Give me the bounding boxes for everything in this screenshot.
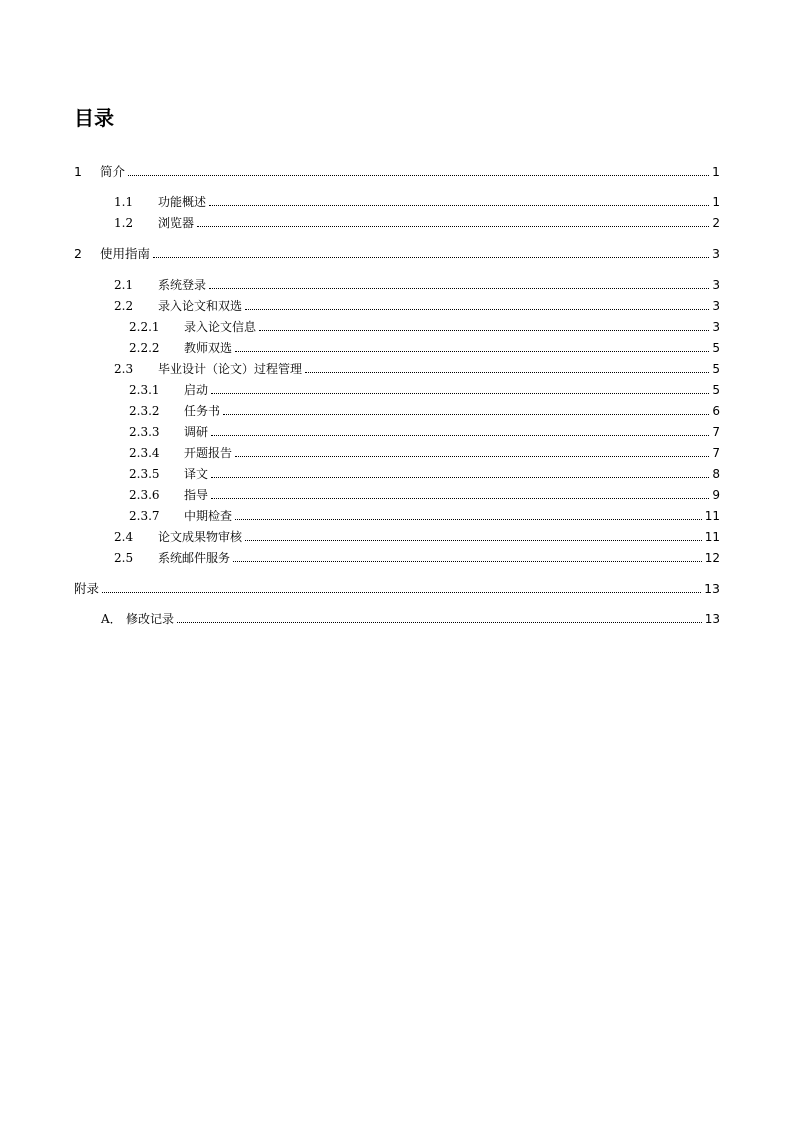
toc-entry-text: 系统登录 bbox=[158, 278, 207, 292]
toc-entry-number: 2.2 bbox=[114, 299, 134, 313]
toc-entry-number: 2.3.4 bbox=[129, 446, 160, 460]
toc-entry-page: 13 bbox=[704, 612, 720, 626]
toc-entry-text: 教师双选 bbox=[184, 341, 233, 355]
toc-entry-text: 功能概述 bbox=[158, 195, 207, 209]
toc-entry-text: 启动 bbox=[184, 383, 209, 397]
toc-entry[interactable] bbox=[0, 360, 793, 378]
toc-entry-text: 译文 bbox=[184, 467, 209, 481]
toc-entry-number: 2.4 bbox=[114, 530, 134, 544]
toc-title: 目录 bbox=[74, 106, 114, 130]
toc-entry-page: 6 bbox=[712, 404, 720, 418]
toc-entry-number: 2.5 bbox=[114, 551, 134, 565]
toc-leader bbox=[128, 175, 709, 176]
toc-leader bbox=[235, 456, 709, 457]
toc-entry-number: 2.3.3 bbox=[129, 425, 160, 439]
toc-entry-text: 浏览器 bbox=[158, 216, 195, 230]
toc-entry-text: 中期检查 bbox=[184, 509, 233, 523]
toc-entry-page: 3 bbox=[712, 278, 720, 292]
toc-entry[interactable] bbox=[0, 318, 793, 336]
toc-entry-page: 5 bbox=[712, 383, 720, 397]
toc-entry[interactable] bbox=[0, 486, 793, 504]
toc-leader bbox=[153, 257, 709, 258]
toc-entry-page: 2 bbox=[712, 216, 720, 230]
toc-entry-text: 使用指南 bbox=[100, 246, 151, 261]
toc-entry-page: 9 bbox=[712, 488, 720, 502]
toc-entry-text: 简介 bbox=[100, 164, 126, 179]
toc-entry-number: 2 bbox=[74, 246, 82, 261]
toc-entry-number: 2.3.6 bbox=[129, 488, 160, 502]
toc-leader bbox=[245, 540, 702, 541]
toc-entry-number: 2.3.1 bbox=[129, 383, 160, 397]
toc-entry-text: 调研 bbox=[184, 425, 209, 439]
toc-entry[interactable] bbox=[0, 381, 793, 399]
toc-leader bbox=[211, 435, 709, 436]
toc-entry-page: 12 bbox=[704, 551, 720, 565]
toc-entry-number: 2.3 bbox=[114, 362, 134, 376]
toc-entry[interactable] bbox=[0, 549, 793, 567]
toc-entry[interactable] bbox=[0, 444, 793, 462]
toc-entry-page: 1 bbox=[712, 195, 720, 209]
toc-entry[interactable] bbox=[0, 339, 793, 357]
toc-entry-text: 录入论文信息 bbox=[184, 320, 257, 334]
toc-entry[interactable] bbox=[0, 528, 793, 546]
toc-entry[interactable] bbox=[0, 580, 793, 598]
toc-entry[interactable] bbox=[0, 507, 793, 525]
toc-leader bbox=[211, 393, 709, 394]
toc-entry[interactable] bbox=[0, 297, 793, 315]
toc-leader bbox=[305, 372, 709, 373]
toc-entry[interactable] bbox=[0, 276, 793, 294]
toc-entry-text: 附录 bbox=[74, 581, 100, 596]
toc-entry-number: 2.1 bbox=[114, 278, 134, 292]
toc-entry-text: 指导 bbox=[184, 488, 209, 502]
toc-entry-page: 1 bbox=[712, 164, 720, 179]
toc-leader bbox=[177, 622, 702, 623]
toc-entry-page: 7 bbox=[712, 425, 720, 439]
toc-entry-text: 毕业设计（论文）过程管理 bbox=[158, 362, 303, 376]
toc-leader bbox=[211, 477, 709, 478]
toc-entry-text: 系统邮件服务 bbox=[158, 551, 231, 565]
toc-entry-number: 2.3.5 bbox=[129, 467, 160, 481]
toc-leader bbox=[197, 226, 709, 227]
toc-entry-page: 13 bbox=[704, 581, 720, 596]
toc-entry-number: 2.3.2 bbox=[129, 404, 160, 418]
toc-entry-page: 3 bbox=[712, 299, 720, 313]
toc-entry-page: 11 bbox=[704, 509, 720, 523]
toc-entry-page: 5 bbox=[712, 362, 720, 376]
toc-leader bbox=[259, 330, 709, 331]
toc-entry[interactable] bbox=[0, 214, 793, 232]
toc-entry-page: 3 bbox=[712, 320, 720, 334]
toc-entry[interactable] bbox=[0, 163, 793, 181]
toc-leader bbox=[245, 309, 709, 310]
toc-leader bbox=[209, 205, 709, 206]
toc-entry-text: 开题报告 bbox=[184, 446, 233, 460]
toc-entry-number: 2.3.7 bbox=[129, 509, 160, 523]
toc-entry-number: 1.1 bbox=[114, 195, 134, 209]
toc-entry-number: A． bbox=[101, 612, 122, 626]
toc-entry-number: 2.2.2 bbox=[129, 341, 160, 355]
toc-entry-number: 1.2 bbox=[114, 216, 134, 230]
toc-leader bbox=[235, 519, 702, 520]
toc-entry[interactable] bbox=[0, 610, 793, 628]
toc-entry[interactable] bbox=[0, 402, 793, 420]
toc-entry-text: 任务书 bbox=[184, 404, 221, 418]
toc-entry-number: 1 bbox=[74, 164, 82, 179]
toc-entry[interactable] bbox=[0, 193, 793, 211]
toc-entry-page: 3 bbox=[712, 246, 720, 261]
toc-entry-text: 修改记录 bbox=[126, 612, 175, 626]
toc-entry-text: 录入论文和双选 bbox=[158, 299, 243, 313]
toc-leader bbox=[209, 288, 709, 289]
toc-entry-page: 7 bbox=[712, 446, 720, 460]
toc-entry-page: 5 bbox=[712, 341, 720, 355]
toc-entry-page: 8 bbox=[712, 467, 720, 481]
toc-entry[interactable] bbox=[0, 465, 793, 483]
toc-entry[interactable] bbox=[0, 423, 793, 441]
toc-entry[interactable] bbox=[0, 245, 793, 263]
toc-entry-page: 11 bbox=[704, 530, 720, 544]
toc-leader bbox=[223, 414, 709, 415]
toc-leader bbox=[211, 498, 709, 499]
toc-entry-text: 论文成果物审核 bbox=[158, 530, 243, 544]
toc-leader bbox=[235, 351, 709, 352]
toc-entry-number: 2.2.1 bbox=[129, 320, 160, 334]
toc-leader bbox=[233, 561, 702, 562]
toc-leader bbox=[102, 592, 701, 593]
